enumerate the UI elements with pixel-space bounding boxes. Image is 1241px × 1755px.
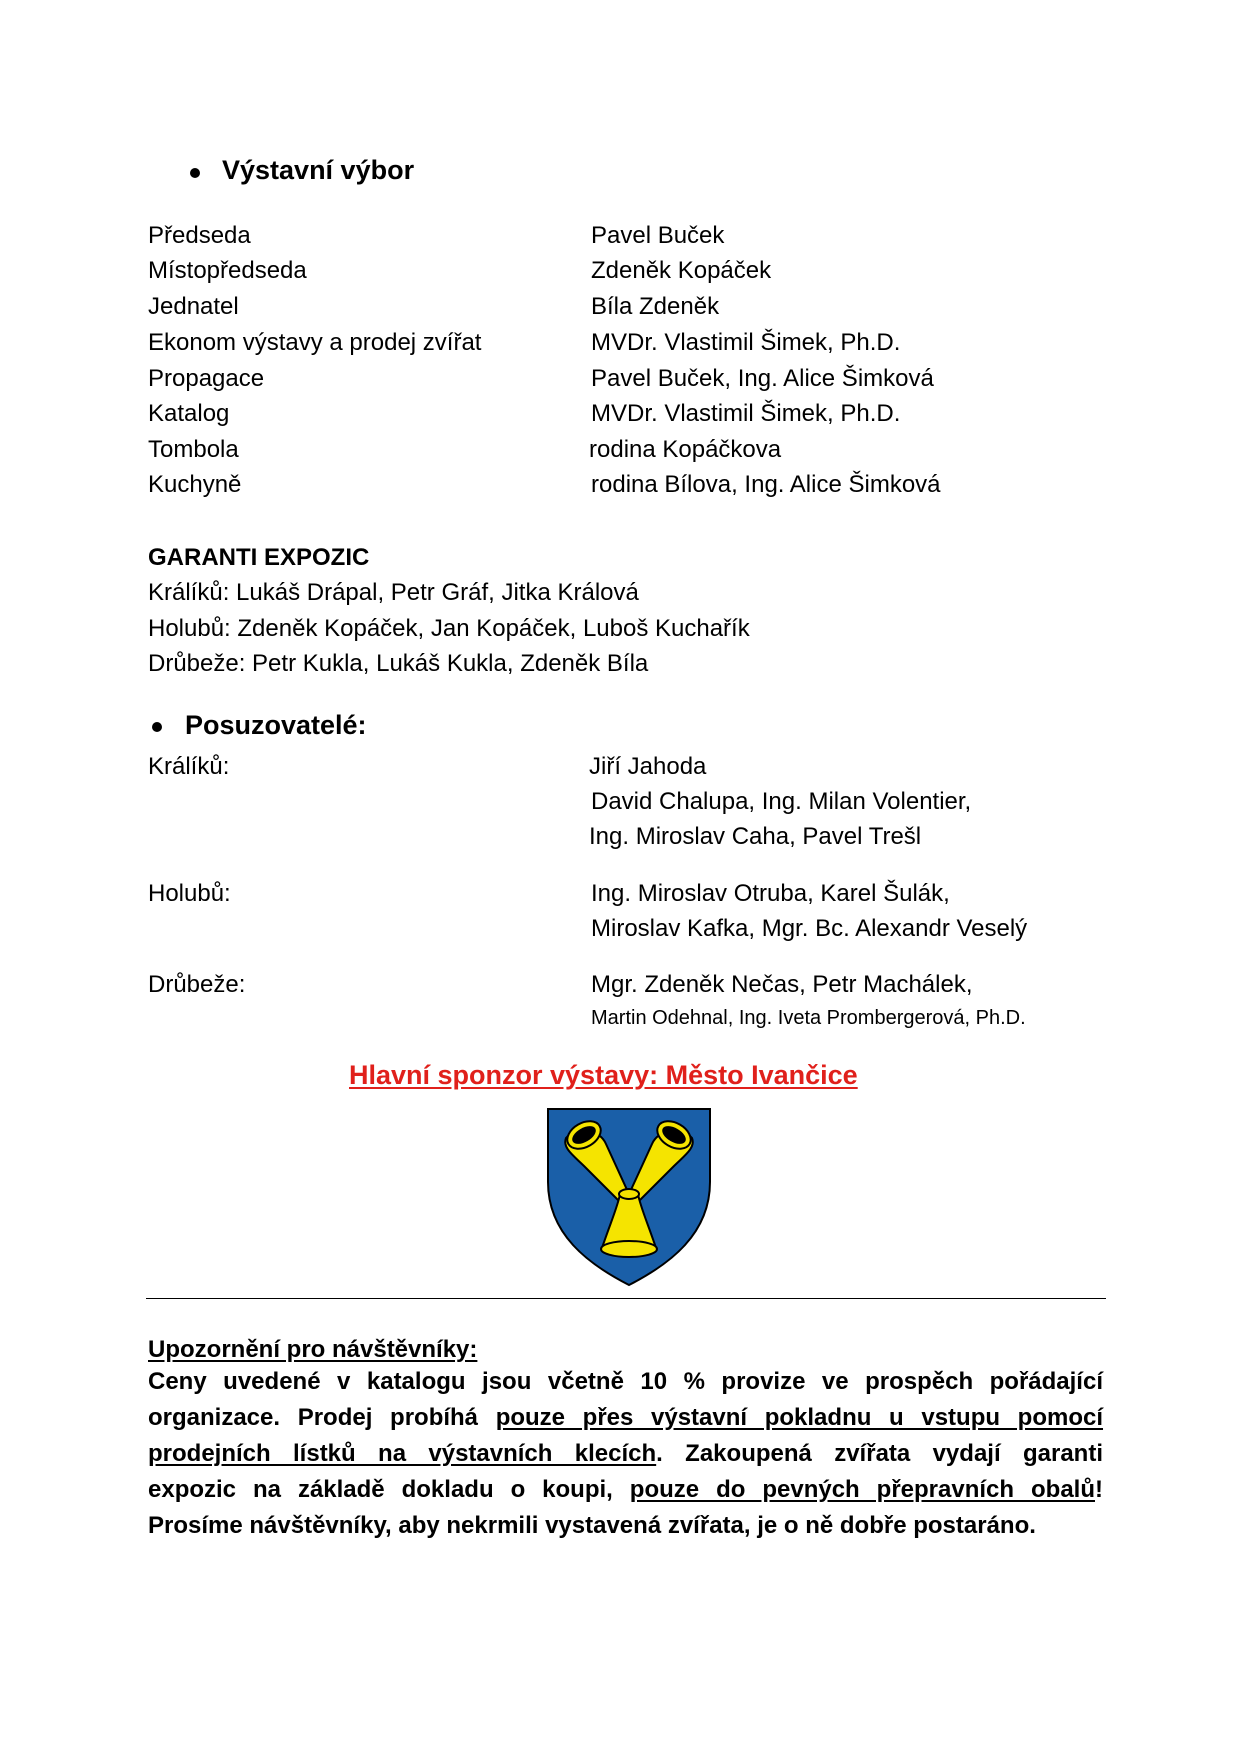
notice-paragraph [148,1364,1103,1544]
sponsor-heading: Hlavní sponzor výstavy: Město Ivančice [349,1060,858,1090]
guarantors-line: Králíků: Lukáš Drápal, Petr Gráf, Jitka Králová [148,579,639,606]
notice-line-2 [148,1400,1103,1436]
committee-name: MVDr. Vlastimil Šimek, Ph.D. [591,329,901,356]
bullet-committee [190,168,200,178]
committee-role: Propagace [148,365,265,392]
notice-text: Ceny uvedené v katalogu jsou včetně 10 % provize ve prospěch pořádající [148,1368,1103,1395]
judges-label: Holubů: [148,880,231,907]
committee-name: Pavel Buček [591,222,725,249]
committee-name: MVDr. Vlastimil Šimek, Ph.D. [591,400,901,427]
notice-text: expozic na základě dokladu o koupi, [148,1476,630,1503]
judges-line: Ing. Miroslav Otruba, Karel Šulák, [591,880,950,907]
judges-label: Drůbeže: [148,971,246,998]
notice-text: organizace. Prodej probíhá [148,1404,496,1431]
notice-text: ! [1095,1476,1103,1503]
committee-role: Místopředseda [148,257,307,284]
notice-text: . Zakoupená zvířata vydají garanti [656,1440,1103,1467]
guarantors-heading: GARANTI EXPOZIC [148,544,370,571]
guarantors-line: Holubů: Zdeněk Kopáček, Jan Kopáček, Luboš Kuchařík [148,615,750,642]
committee-role: Předseda [148,222,251,249]
notice-title: Upozornění pro návštěvníky: [148,1336,478,1363]
committee-role: Ekonom výstavy a prodej zvířat [148,329,482,356]
judges-line: David Chalupa, Ing. Milan Volentier, [591,788,972,815]
committee-role: Jednatel [148,293,239,320]
committee-name: rodina Bílova, Ing. Alice Šimková [591,471,941,498]
judges-label: Králíků: [148,753,230,780]
committee-name: rodina Kopáčkova [589,436,782,463]
judges-line: Martin Odehnal, Ing. Iveta Prombergerová, Ph.D. [591,1007,1026,1029]
committee-heading: Výstavní výbor [222,155,415,185]
committee-role: Tombola [148,436,239,463]
bullet-judges [152,722,162,732]
divider-line [146,1298,1106,1299]
notice-text: Prosíme návštěvníky, aby nekrmili vystavená zvířata, je o ně dobře postaráno. [148,1512,1036,1539]
committee-role: Kuchyně [148,471,242,498]
judges-line: Miroslav Kafka, Mgr. Bc. Alexandr Veselý [591,915,1028,942]
notice-line-4 [148,1472,1103,1508]
judges-heading: Posuzovatelé: [185,710,367,740]
judges-line: Jiří Jahoda [589,753,707,780]
committee-name: Pavel Buček, Ing. Alice Šimková [591,365,934,392]
judges-line: Mgr. Zdeněk Nečas, Petr Machálek, [591,971,973,998]
committee-role: Katalog [148,400,230,427]
notice-line-1 [148,1364,1103,1400]
notice-underlined: pouze přes výstavní pokladnu u vstupu pomocí [495,1404,1104,1431]
judges-line: Ing. Miroslav Caha, Pavel Trešl [589,823,922,850]
notice-line-3 [148,1436,1103,1472]
committee-name: Zdeněk Kopáček [591,257,772,284]
notice-line-5 [148,1508,1103,1544]
ivancice-coat-of-arms-icon [544,1106,714,1288]
notice-underlined: pouze do pevných přepravních obalů [629,1476,1095,1503]
notice-underlined: prodejních lístků na výstavních klecích [148,1440,657,1467]
guarantors-line: Drůbeže: Petr Kukla, Lukáš Kukla, Zdeněk Bíla [148,650,649,677]
committee-name: Bíla Zdeněk [591,293,720,320]
